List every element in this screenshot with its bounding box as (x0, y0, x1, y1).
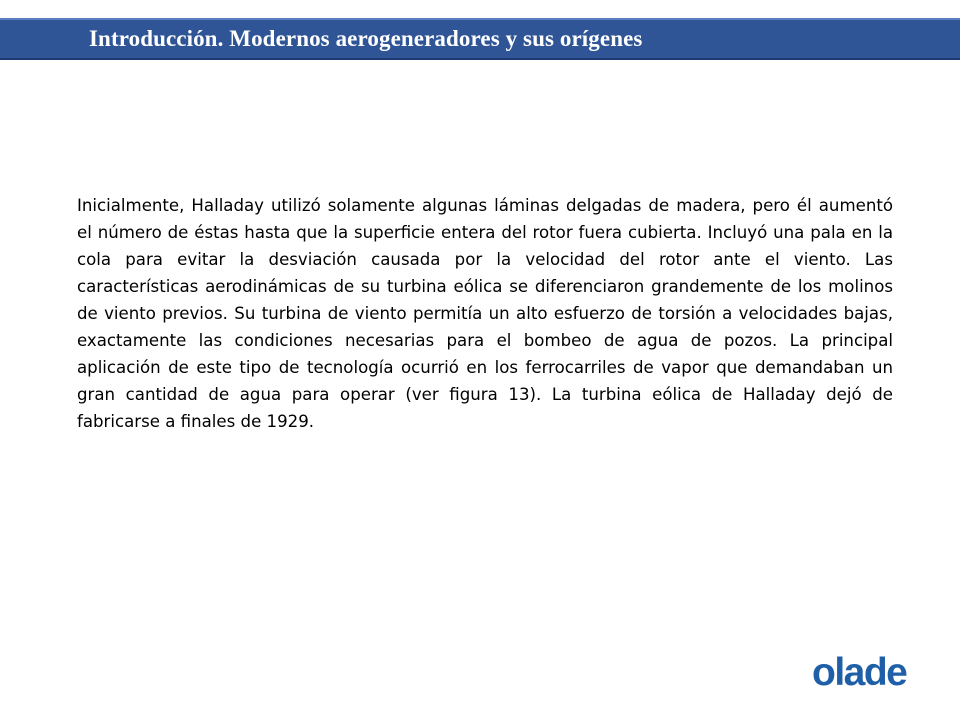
logo-text: olade (812, 651, 907, 694)
title-bar (0, 18, 960, 60)
olade-logo (810, 648, 930, 698)
slide-title: Introducción. Modernos aerogeneradores y sus orígenes (89, 26, 643, 51)
body-paragraph: Inicialmente, Halladay utilizó solamente algunas láminas delgadas de madera, pero él aumentó el número de éstas hasta que la superficie entera del rotor fuera cubierta. Incluyó una pala en la cola para evitar la desviación causada por la velocidad del rotor ante el viento. Las características aerodinámicas de su turbina eólica se diferenciaron grandemente de los molinos de viento previos. Su turbina de viento permitía un alto esfuerzo de torsión a velocidades bajas, exactamente las condiciones necesarias para el bombeo de agua de pozos. La principal aplicación de este tipo de tecnología ocurrió en los ferrocarriles de vapor que demandaban un gran cantidad de agua para operar (ver figura 13). La turbina eólica de Halladay dejó de fabricarse a finales de 1929. (77, 196, 893, 431)
